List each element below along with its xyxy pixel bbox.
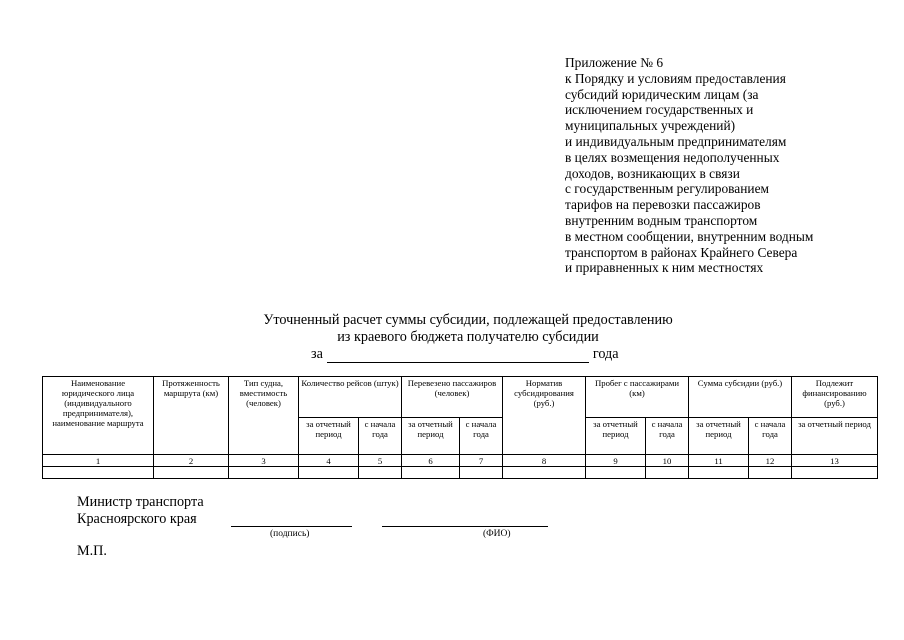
appendix-line: в местном сообщении, внутренним водным [565, 228, 814, 244]
column-number: 10 [646, 455, 689, 467]
column-number: 7 [460, 455, 503, 467]
appendix-line: внутренним водным транспортом [565, 212, 758, 228]
header-subsidy: Сумма субсидии (руб.) [689, 377, 792, 418]
appendix-line: в целях возмещения недополученных [565, 149, 780, 165]
table-cell[interactable] [503, 467, 586, 479]
full-name-field[interactable] [382, 526, 548, 527]
table-cell[interactable] [646, 467, 689, 479]
table-cell[interactable] [586, 467, 646, 479]
table-cell[interactable] [43, 467, 154, 479]
column-number: 12 [749, 455, 792, 467]
sub-mileage-ytd: с начала года [646, 418, 689, 455]
sub-subsidy-period: за отчетный период [689, 418, 749, 455]
header-vessel: Тип судна, вместимость (человек) [229, 377, 299, 455]
column-number: 13 [792, 455, 878, 467]
appendix-line: к Порядку и условиям предоставления [565, 70, 786, 86]
appendix-line: транспортом в районах Крайнего Севера [565, 244, 798, 260]
header-norm: Норматив субсидирования (руб.) [503, 377, 586, 455]
table-cell[interactable] [402, 467, 460, 479]
signatory-position [77, 494, 204, 528]
full-name-caption: (ФИО) [483, 529, 511, 539]
position-line-2: Красноярского края [77, 511, 197, 527]
data-row [43, 467, 878, 479]
appendix-line: исключением государственных и [565, 102, 754, 118]
stamp-place-label: М.П. [77, 543, 107, 559]
column-number: 4 [299, 455, 359, 467]
title-line-1: Уточненный расчет суммы субсидии, подлежащей предоставлению [263, 312, 673, 328]
period-prefix: за [311, 346, 323, 362]
column-number: 2 [154, 455, 229, 467]
header-mileage: Пробег с пассажирами (км) [586, 377, 689, 418]
column-number: 8 [503, 455, 586, 467]
appendix-header [565, 55, 885, 276]
sub-mileage-period: за отчетный период [586, 418, 646, 455]
table-cell[interactable] [154, 467, 229, 479]
position-line-1: Министр транспорта [77, 494, 204, 510]
table-cell[interactable] [460, 467, 503, 479]
period-suffix: года [592, 346, 619, 362]
title-line-2: из краевого бюджета получателю субсидии [337, 329, 599, 345]
signature-field[interactable] [231, 526, 352, 527]
period-blank-field[interactable] [327, 348, 589, 363]
signature-caption: (подпись) [270, 529, 310, 539]
appendix-line: доходов, возникающих в связи [565, 165, 740, 181]
appendix-line: тарифов на перевозки пассажиров [565, 197, 761, 213]
column-number: 9 [586, 455, 646, 467]
sub-trips-period: за отчетный период [299, 418, 359, 455]
sub-passengers-period: за отчетный период [402, 418, 460, 455]
subsidy-table [42, 376, 878, 479]
header-row [43, 377, 878, 418]
sub-financing-period: за отчетный период [792, 418, 878, 455]
sub-passengers-ytd: с начала года [460, 418, 503, 455]
table-cell[interactable] [359, 467, 402, 479]
column-number: 5 [359, 455, 402, 467]
table-cell[interactable] [229, 467, 299, 479]
table-cell[interactable] [299, 467, 359, 479]
header-financing: Подлежит финансированию (руб.) [792, 377, 878, 418]
header-name: Наименование юридического лица (индивидуального предпринимателя), наименование маршрута [43, 377, 154, 455]
column-number: 6 [402, 455, 460, 467]
header-length: Протяженность маршрута (км) [154, 377, 229, 455]
period-line [311, 346, 619, 363]
sub-trips-ytd: с начала года [359, 418, 402, 455]
table-cell[interactable] [689, 467, 749, 479]
table-cell[interactable] [749, 467, 792, 479]
column-number: 11 [689, 455, 749, 467]
appendix-line: муниципальных учреждений) [565, 118, 736, 134]
column-number: 1 [43, 455, 154, 467]
appendix-line: и приравненных к ним местностях [565, 260, 764, 276]
column-number: 3 [229, 455, 299, 467]
header-trips: Количество рейсов (штук) [299, 377, 402, 418]
appendix-line: с государственным регулированием [565, 181, 769, 197]
appendix-line: субсидий юридическим лицам (за [565, 86, 759, 102]
header-passengers: Перевезено пассажиров (человек) [402, 377, 503, 418]
table-cell[interactable] [792, 467, 878, 479]
sub-subsidy-ytd: с начала года [749, 418, 792, 455]
appendix-line: Приложение № 6 [565, 55, 664, 70]
appendix-line: и индивидуальным предпринимателям [565, 133, 787, 149]
column-number-row [43, 455, 878, 467]
document-title [0, 312, 904, 346]
